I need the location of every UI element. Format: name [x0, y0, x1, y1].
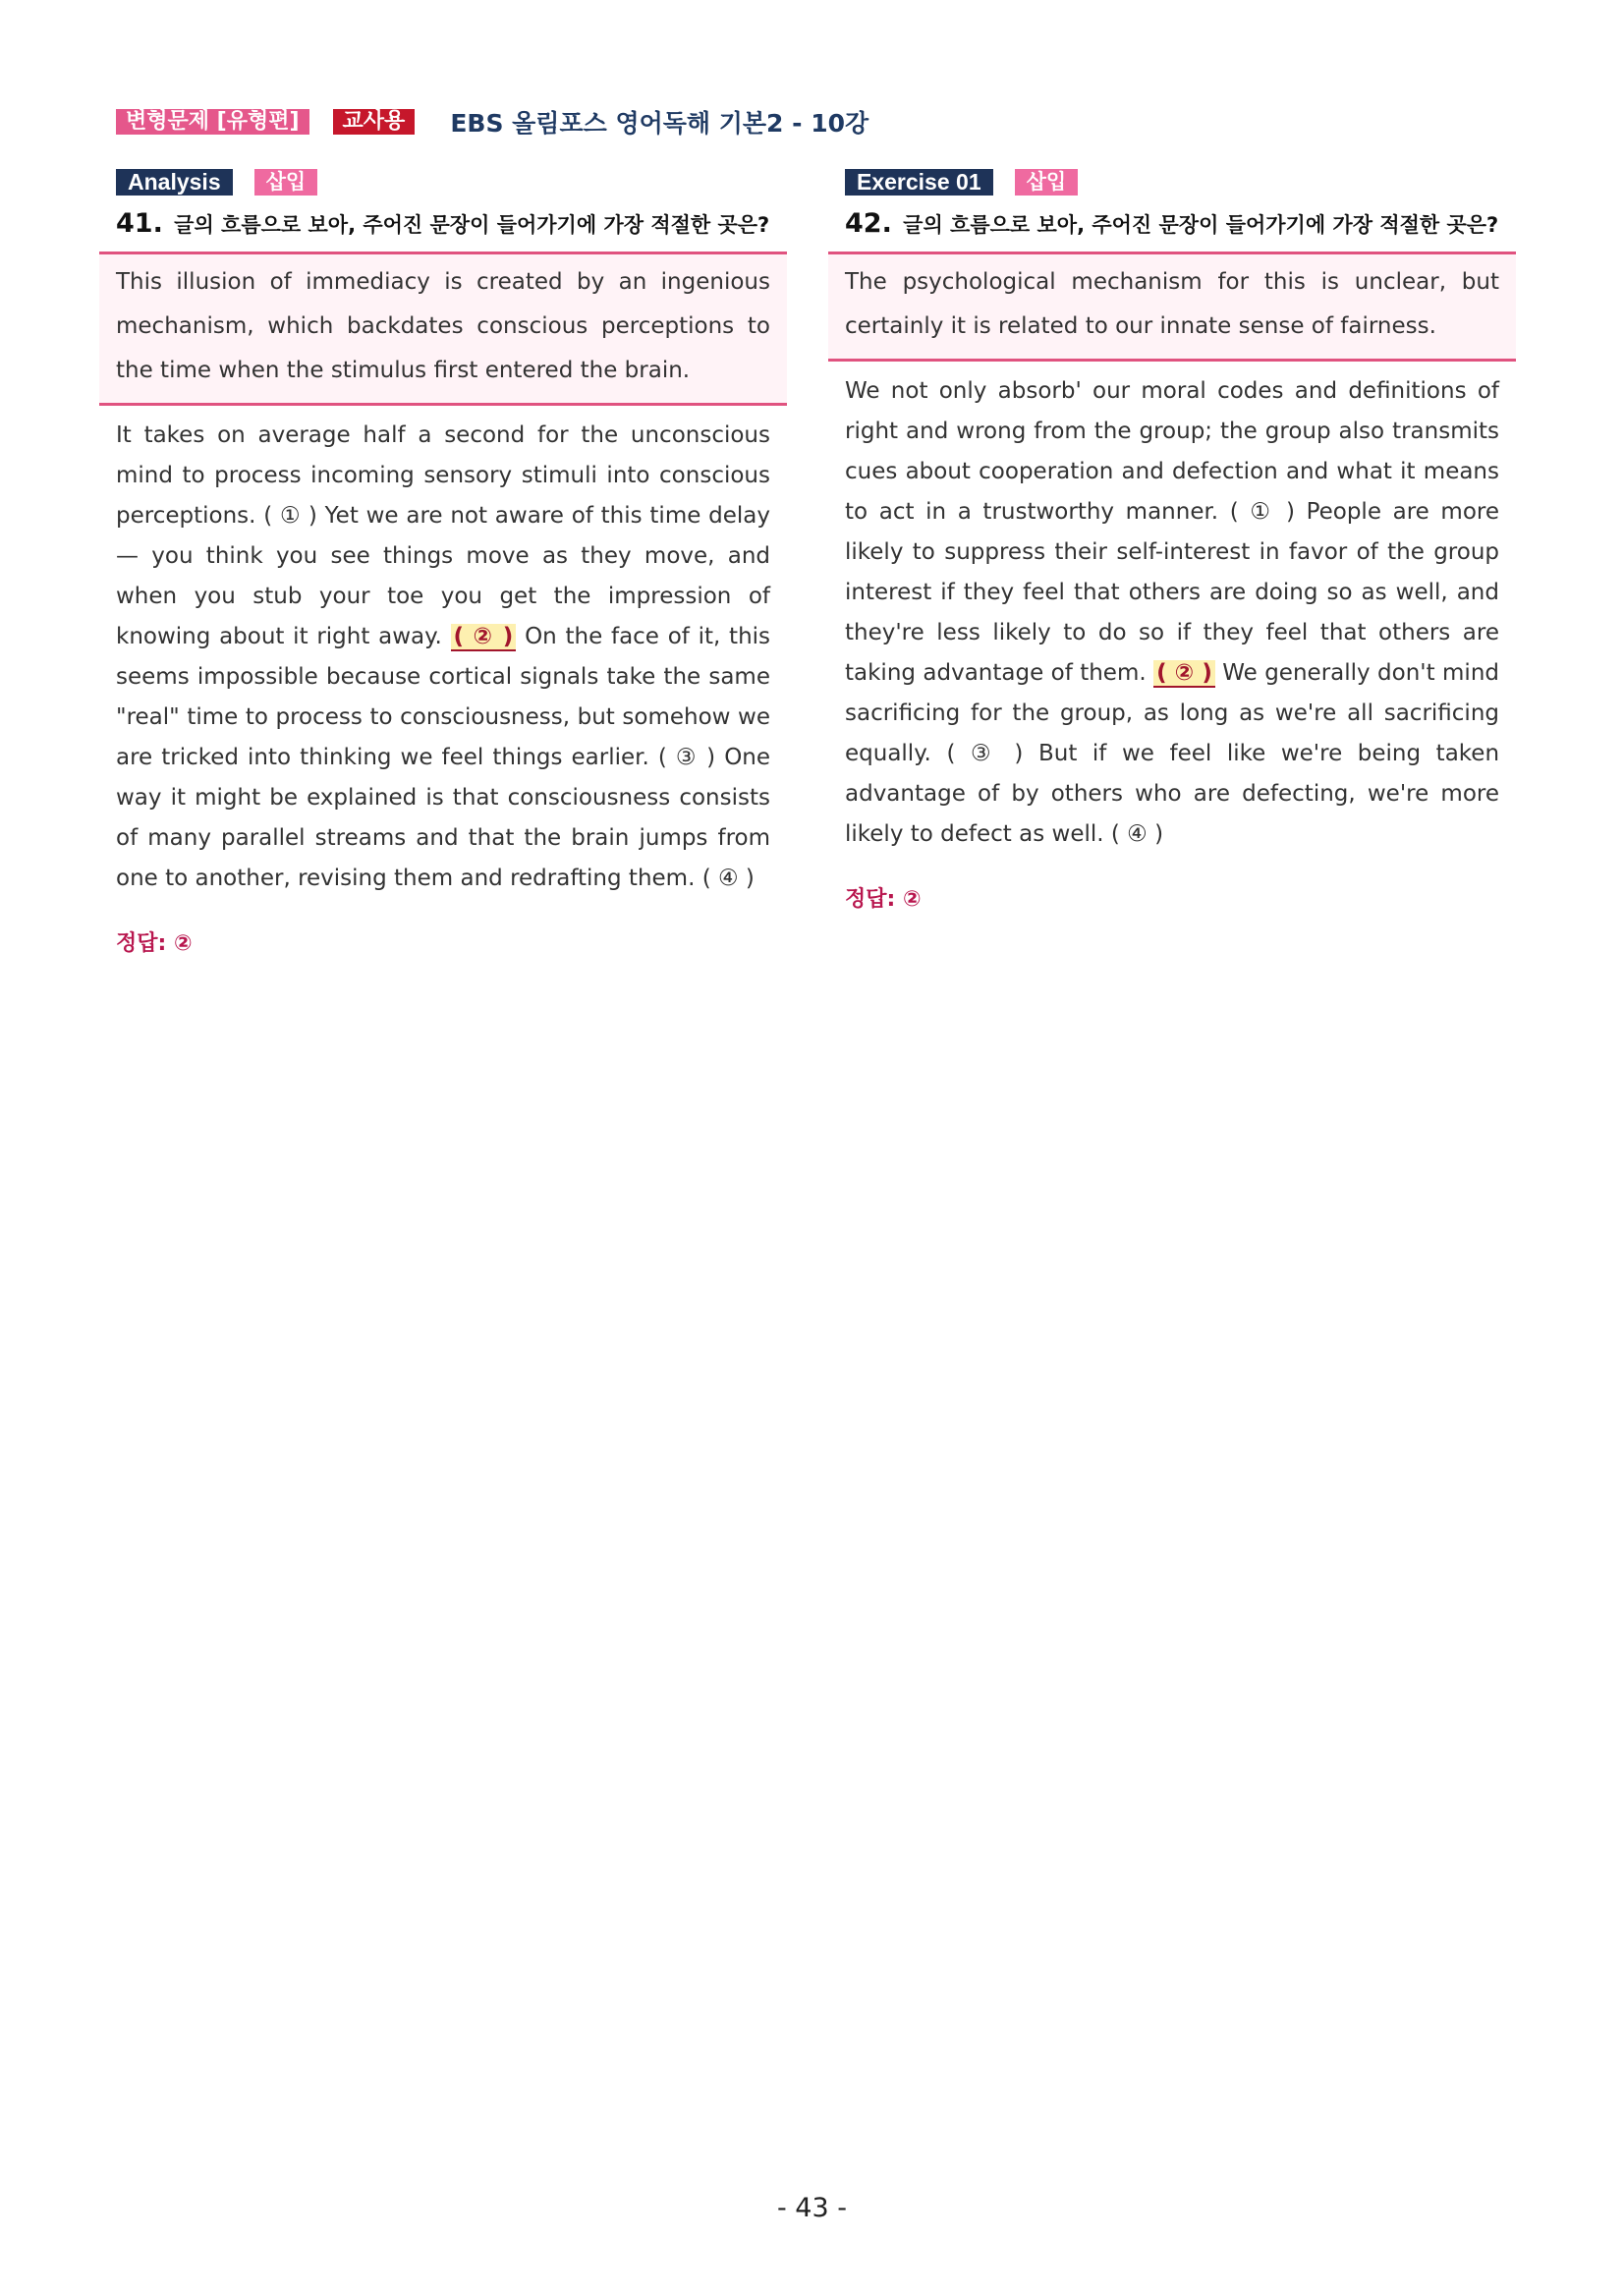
insertion-marker-1: ( ① ) — [1229, 499, 1295, 525]
question-text: 글의 흐름으로 보아, 주어진 문장이 들어가기에 가장 적절한 곳은? — [174, 213, 770, 237]
passage-segment: Yet we are not aware of this time delay — you think you see things move as they move, and when you stub your toe you get the impression of knowing about it right away. — [116, 503, 771, 649]
section-tag: Exercise 01 — [845, 169, 993, 196]
question-prompt — [845, 205, 1513, 244]
category-badge: 변형문제 [유형편] — [116, 109, 309, 135]
question-number: 42. — [845, 208, 892, 239]
passage-segment: People are more likely to suppress their self-interest in favor of the group interest if they feel that others are doing so as well, and they're less likely to do so if they feel that others are taking advantage of them. — [845, 499, 1500, 686]
insertion-marker-1: ( ① ) — [263, 503, 317, 529]
passage-segment: On the face of it, this seems impossible because cortical signals take the same "real" time to process to consciousness, but somehow we are tricked into thinking we feel things earlier. — [116, 624, 771, 770]
passage-segment: We not only absorb' our moral codes and definitions of right and wrong from the group; the group also transmits cues about cooperation and defection and what it means to act in a trustworthy manner. — [845, 378, 1499, 525]
type-tag: 삽입 — [1015, 169, 1079, 196]
page-number: - 43 - — [776, 2193, 847, 2223]
teacher-badge: 교사용 — [333, 109, 416, 135]
page-title: EBS 올림포스 영어독해 기본2 - 10강 — [450, 109, 869, 138]
passage — [99, 406, 787, 899]
answer-key: 정답: ② — [116, 931, 193, 956]
question-41 — [99, 169, 787, 957]
given-sentence: This illusion of immediacy is created by an ingenious mechanism, which backdates conscious perceptions to the time when the stimulus first entered the brain. — [99, 252, 787, 406]
insertion-marker-4: ( ④ ) — [701, 866, 755, 891]
question-text: 글의 흐름으로 보아, 주어진 문장이 들어가기에 가장 적절한 곳은? — [903, 213, 1499, 237]
question-prompt — [116, 205, 784, 244]
passage-segment: But if we feel like we're being taken advantage of by others who are defecting, we're more likely to defect as well. — [845, 741, 1500, 847]
passage — [828, 362, 1516, 855]
tag-row — [116, 169, 787, 196]
given-sentence: The psychological mechanism for this is unclear, but certainly it is related to our innate sense of fairness. — [828, 252, 1516, 362]
passage-segment: It takes on average half a second for the unconscious mind to process incoming sensory stimuli into conscious perceptions. — [116, 422, 770, 529]
section-tag: Analysis — [116, 169, 233, 196]
insertion-marker-3: ( ③ ) — [657, 745, 716, 770]
answer-key: 정답: ② — [845, 887, 922, 912]
insertion-marker-2-correct: ( ② ) — [451, 624, 517, 651]
passage-segment: One way it might be explained is that consciousness consists of many parallel streams and that the brain jumps from one to another, revising them and redrafting them. — [116, 745, 771, 891]
type-tag: 삽입 — [254, 169, 318, 196]
insertion-marker-3: ( ③ ) — [946, 741, 1024, 766]
page-header — [116, 105, 868, 139]
insertion-marker-2-correct: ( ② ) — [1153, 660, 1215, 688]
insertion-marker-4: ( ④ ) — [1110, 821, 1164, 847]
passage-segment: We generally don't mind sacrificing for the group, as long as we're all sacrificing equally. — [845, 660, 1499, 766]
question-number: 41. — [116, 208, 163, 239]
question-42 — [828, 169, 1516, 913]
tag-row — [845, 169, 1516, 196]
